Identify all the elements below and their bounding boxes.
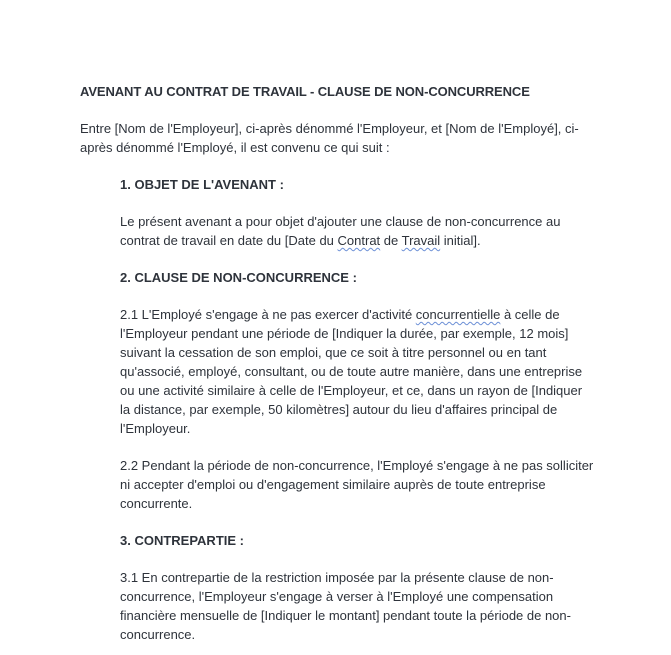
paragraph[interactable] bbox=[120, 212, 595, 250]
spellcheck-flagged-word[interactable]: Contrat bbox=[337, 233, 381, 248]
text: de bbox=[380, 233, 402, 248]
paragraph[interactable]: 3.1 En contrepartie de la restriction imposée par la présente clause de non-concurrence, l'Employeur s'engage à verser à l'Employé une compensation financière mensuelle de [Indiquer le montant] pendant toute la période de non-concurrence. bbox=[120, 570, 571, 642]
section-objet bbox=[80, 175, 595, 644]
text: 2.1 L'Employé s'engage à ne pas exercer d'activité bbox=[120, 307, 416, 322]
text: Le présent avenant a pour objet d'ajouter une clause de non-concurrence au contrat de travail en date du [Date du bbox=[120, 214, 561, 248]
section-heading: 2. CLAUSE DE NON-CONCURRENCE : bbox=[120, 270, 357, 285]
intro-paragraph[interactable]: Entre [Nom de l'Employeur], ci-après dénommé l'Employeur, et [Nom de l'Employé], ci-après dénommé l'Employé, il est convenu ce qui suit : bbox=[80, 121, 579, 155]
text: initial]. bbox=[440, 233, 481, 248]
section-heading: 3. CONTREPARTIE : bbox=[120, 533, 244, 548]
spellcheck-flagged-word[interactable]: Travail bbox=[401, 233, 441, 248]
text: à celle de l'Employeur pendant une période de [Indiquer la durée, par exemple, 12 mois] suivant la cessation de son emploi, que ce soit à titre personnel ou en tant qu'associé, employé, consultant, ou de toute autre manière, dans une entreprise ou une activité similaire à celle de l'Employeur, et ce, dans un rayon de [Indiquer la distance, par exemple, 50 kilomètres] autour du lieu d'affaires principal de l'Employeur. bbox=[120, 307, 583, 436]
paragraph[interactable]: 2.2 Pendant la période de non-concurrence, l'Employé s'engage à ne pas solliciter ni accepter d'emploi ou d'engagement similaire auprès de toute entreprise concurrente. bbox=[120, 458, 594, 511]
spellcheck-flagged-word[interactable]: concurrentielle bbox=[415, 307, 501, 322]
section-heading: 1. OBJET DE L'AVENANT : bbox=[120, 177, 284, 192]
document-title: AVENANT AU CONTRAT DE TRAVAIL - CLAUSE DE NON-CONCURRENCE bbox=[80, 84, 530, 99]
paragraph[interactable] bbox=[120, 305, 595, 438]
